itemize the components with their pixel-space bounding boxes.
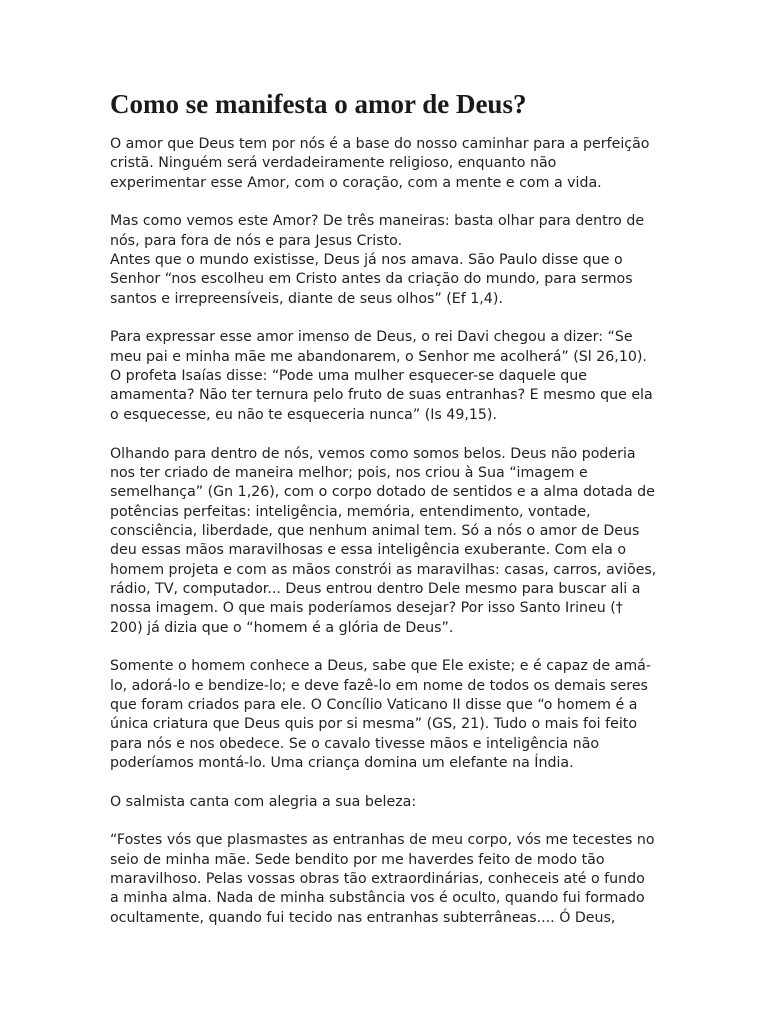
- text-line: que foram criados para ele. O Concílio Vaticano II disse que “o homem é a: [110, 696, 638, 713]
- document-title: Como se manifesta o amor de Deus?: [110, 89, 527, 119]
- text-line: experimentar esse Amor, com o coração, com a mente e com a vida.: [110, 174, 602, 191]
- text-line: Somente o homem conhece a Deus, sabe que Ele existe; e é capaz de amá-: [110, 658, 651, 675]
- paragraph: [110, 793, 670, 812]
- text-line: cristã. Ninguém será verdadeiramente religioso, enquanto não: [110, 155, 557, 172]
- text-line: O profeta Isaías disse: “Pode uma mulher esquecer-se daquele que: [110, 368, 588, 385]
- text-line: O amor que Deus tem por nós é a base do nosso caminhar para a perfeição: [110, 136, 650, 152]
- text-line: Antes que o mundo existisse, Deus já nos amava. São Paulo disse que o: [110, 252, 623, 269]
- text-line: Olhando para dentro de nós, vemos como somos belos. Deus não poderia: [110, 445, 636, 462]
- text-line: Senhor “nos escolheu em Cristo antes da criação do mundo, para sermos: [110, 271, 633, 288]
- text-line: Mas como vemos este Amor? De três maneiras: basta olhar para dentro de: [110, 213, 645, 230]
- text-line: amamenta? Não ter ternura pelo fruto de suas entranhas? E mesmo que ela: [110, 387, 653, 404]
- text-line: potências perfeitas: inteligência, memória, entendimento, vontade,: [110, 503, 591, 520]
- document-body: [110, 135, 670, 947]
- paragraph: [110, 212, 670, 309]
- text-line: maravilhoso. Pelas vossas obras tão extraordinárias, conheceis até o fundo: [110, 871, 645, 888]
- text-line: ocultamente, quando fui tecido nas entranhas subterrâneas.... Ó Deus,: [110, 909, 616, 926]
- text-line: rádio, TV, computador... Deus entrou dentro Dele mesmo para buscar ali a: [110, 580, 641, 597]
- text-line: nossa imagem. O que mais poderíamos desejar? Por isso Santo Irineu (†: [110, 600, 623, 617]
- text-line: seio de minha mãe. Sede bendito por me haverdes feito de modo tão: [110, 851, 605, 868]
- text-line: santos e irrepreensíveis, diante de seus olhos” (Ef 1,4).: [110, 290, 503, 307]
- text-line: consciência, liberdade, que nenhum animal tem. Só a nós o amor de Deus: [110, 522, 640, 539]
- paragraph: [110, 135, 670, 193]
- paragraph: [110, 445, 670, 638]
- text-line: única criatura que Deus quis por si mesma” (GS, 21). Tudo o mais foi feito: [110, 716, 638, 733]
- text-line: poderíamos montá-lo. Uma criança domina um elefante na Índia.: [110, 755, 574, 771]
- text-line: para nós e nos obedece. Se o cavalo tivesse mãos e inteligência não: [110, 735, 600, 752]
- text-line: deu essas mãos maravilhosas e essa inteligência exuberante. Com ela o: [110, 542, 627, 559]
- text-line: a minha alma. Nada de minha substância vos é oculto, quando fui formado: [110, 890, 645, 907]
- text-line: homem projeta e com as mãos constrói as maravilhas: casas, carros, aviões,: [110, 561, 657, 578]
- text-line: 200) já dizia que o “homem é a glória de Deus”.: [110, 619, 454, 636]
- text-line: Para expressar esse amor imenso de Deus, o rei Davi chegou a dizer: “Se: [110, 329, 633, 346]
- text-line: nos ter criado de maneira melhor; pois, nos criou à Sua “imagem e: [110, 464, 588, 481]
- text-line: o esquecesse, eu não te esqueceria nunca” (Is 49,15).: [110, 406, 497, 423]
- text-line: lo, adorá-lo e bendize-lo; e deve fazê-lo em nome de todos os demais seres: [110, 677, 648, 694]
- text-line: nós, para fora de nós e para Jesus Cristo.: [110, 232, 403, 249]
- text-line: meu pai e minha mãe me abandonarem, o Senhor me acolherá” (Sl 26,10).: [110, 348, 647, 365]
- text-line: semelhança” (Gn 1,26), com o corpo dotado de sentidos e a alma dotada de: [110, 484, 655, 501]
- paragraph: [110, 831, 670, 928]
- paragraph: [110, 328, 670, 425]
- text-line: “Fostes vós que plasmastes as entranhas de meu corpo, vós me tecestes no: [110, 832, 655, 849]
- text-line: O salmista canta com alegria a sua beleza:: [110, 793, 417, 810]
- paragraph: [110, 657, 670, 773]
